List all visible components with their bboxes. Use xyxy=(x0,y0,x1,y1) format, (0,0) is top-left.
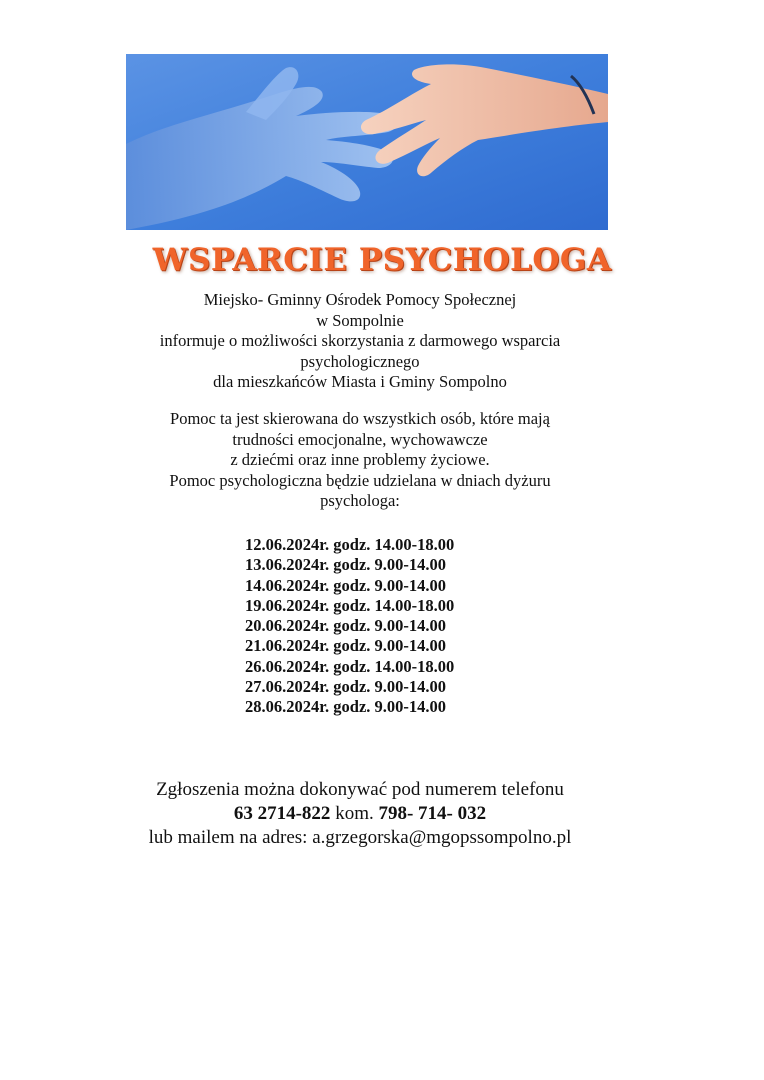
schedule-item: 28.06.2024r. godz. 9.00-14.00 xyxy=(245,697,447,717)
kom-label: kom. xyxy=(335,803,374,824)
help-line: psychologa: xyxy=(320,491,400,510)
schedule-item: 13.06.2024r. godz. 9.00-14.00 xyxy=(245,555,447,575)
help-line: Pomoc ta jest skierowana do wszystkich osób, które mają xyxy=(170,409,550,428)
email-line xyxy=(0,826,720,850)
contact-intro: Zgłoszenia można dokonywać pod numerem telefonu xyxy=(156,779,564,800)
schedule-item: 14.06.2024r. godz. 9.00-14.00 xyxy=(245,575,447,595)
hero-image-hands xyxy=(126,54,608,230)
intro-line: w Sompolnie xyxy=(316,310,404,330)
help-paragraph xyxy=(0,409,720,512)
mobile-number[interactable]: 798- 714- 032 xyxy=(378,803,487,824)
schedule-item: 27.06.2024r. godz. 9.00-14.00 xyxy=(245,677,447,697)
phone-number[interactable]: 63 2714-822 xyxy=(233,803,331,824)
phone-line xyxy=(0,802,720,826)
contact-block xyxy=(0,778,720,850)
intro-line: psychologicznego xyxy=(300,351,420,371)
help-line: z dziećmi oraz inne problemy życiowe. xyxy=(230,450,490,469)
page-title: WSPARCIE PSYCHOLOGA xyxy=(152,242,612,278)
intro-line: Miejsko- Gminny Ośrodek Pomocy Społecznej xyxy=(203,290,517,309)
email-prefix: lub mailem na adres: xyxy=(148,827,308,848)
intro-paragraph xyxy=(0,290,720,393)
schedule-item: 26.06.2024r. godz. 14.00-18.00 xyxy=(245,656,455,676)
intro-line: dla mieszkańców Miasta i Gminy Sompolno xyxy=(213,372,507,391)
schedule-item: 20.06.2024r. godz. 9.00-14.00 xyxy=(245,616,447,636)
schedule-item: 19.06.2024r. godz. 14.00-18.00 xyxy=(245,595,455,615)
help-line: trudności emocjonalne, wychowawcze xyxy=(232,429,488,449)
hands-illustration xyxy=(126,54,608,230)
schedule-item: 21.06.2024r. godz. 9.00-14.00 xyxy=(245,636,447,656)
help-line: Pomoc psychologiczna będzie udzielana w dniach dyżuru xyxy=(169,470,551,490)
email-address[interactable]: a.grzegorska@mgopssompolno.pl xyxy=(312,827,572,848)
schedule-item: 12.06.2024r. godz. 14.00-18.00 xyxy=(245,535,455,554)
schedule-list xyxy=(245,535,454,718)
intro-line: informuje o możliwości skorzystania z darmowego wsparcia xyxy=(159,331,561,350)
